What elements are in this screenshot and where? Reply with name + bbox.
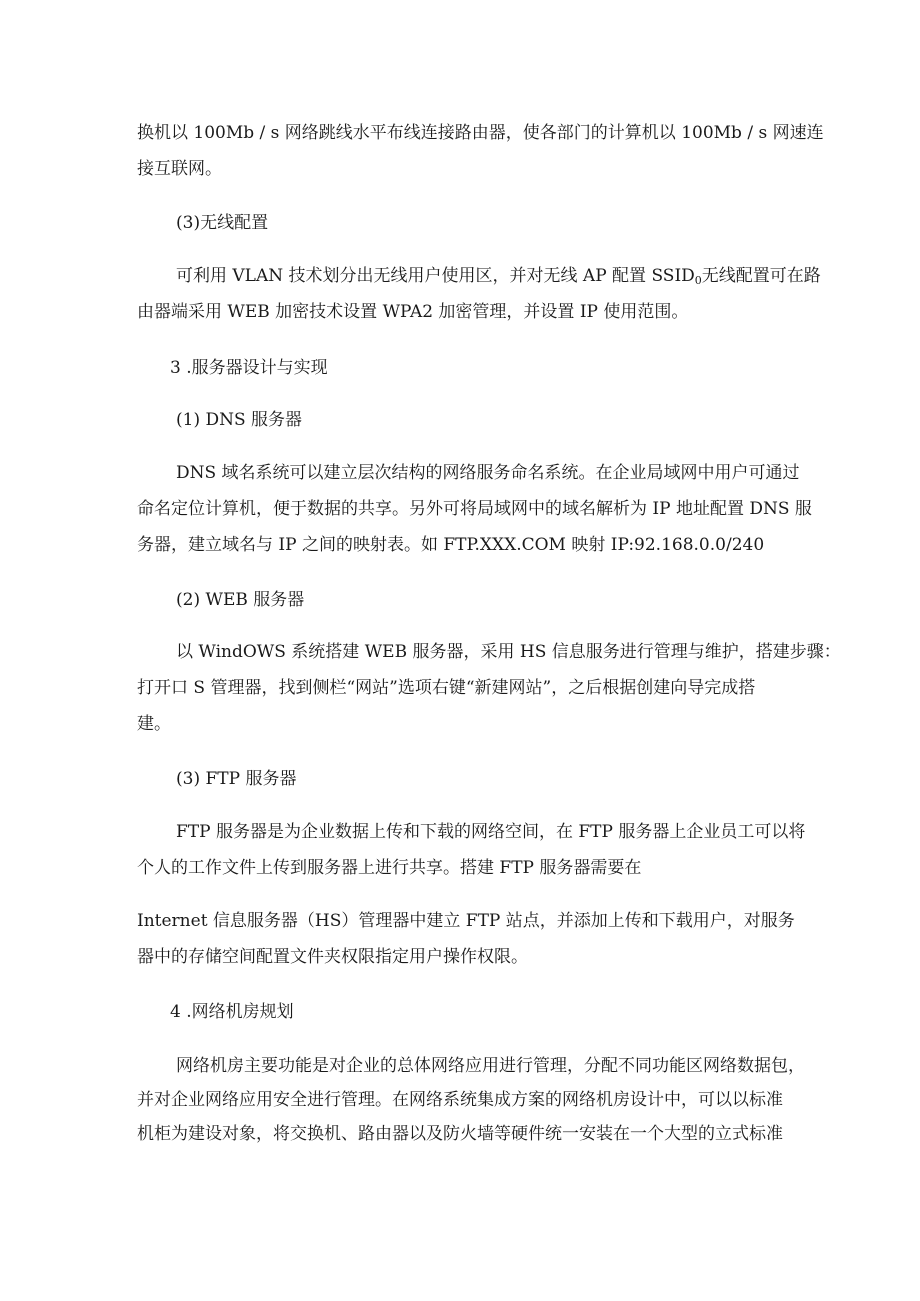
text-line	[137, 258, 821, 294]
text-line: 打开口 S 管理器，找到侧栏“网站”选项右键“新建网站”，之后根据创建向导完成搭	[137, 678, 756, 698]
text-fragment: 可利用 VLAN 技术划分出无线用户使用区，并对无线 AP 配置 SSID	[176, 266, 695, 286]
paragraph-switch-cabling	[137, 115, 824, 187]
paragraph-web	[137, 634, 841, 742]
text-line: 器中的存储空间配置文件夹权限指定用户操作权限。	[137, 947, 528, 967]
heading-server-design: 3 .服务器设计与实现	[170, 358, 328, 378]
text-line: 并对企业网络应用安全进行管理。在网络系统集成方案的网络机房设计中，可以以标准	[137, 1090, 783, 1110]
subscript-digit: 0	[694, 274, 702, 287]
text-line: 命名定位计算机，便于数据的共享。另外可将局域网中的域名解析为 IP 地址配置 DNS 服	[137, 499, 812, 519]
text-line: DNS 域名系统可以建立层次结构的网络服务命名系统。在企业局域网中用户可通过	[176, 463, 800, 483]
text-line: 换机以 100Mb / s 网络跳线水平布线连接路由器，使各部门的计算机以 100Mb / s 网速连	[137, 123, 824, 143]
text-line: Internet 信息服务器（HS）管理器中建立 FTP 站点，并添加上传和下载用户，对服务	[137, 911, 795, 931]
paragraph-dns	[137, 455, 812, 563]
paragraph-ftp-continued	[137, 903, 795, 975]
text-line: FTP 服务器是为企业数据上传和下载的网络空间，在 FTP 服务器上企业员工可以将	[176, 822, 806, 842]
text-line: 以 WindOWS 系统搭建 WEB 服务器，采用 HS 信息服务进行管理与维护，搭建步骤：	[176, 642, 841, 662]
heading-ftp-server: (3) FTP 服务器	[176, 769, 297, 789]
text-fragment: 无线配置可在路	[701, 266, 821, 286]
text-line: 个人的工作文件上传到服务器上进行共享。搭建 FTP 服务器需要在	[137, 858, 642, 878]
paragraph-network-room	[137, 1049, 805, 1151]
text-line: 务器，建立域名与 IP 之间的映射表。如 FTP.XXX.COM 映射 IP:92.168.0.0/240	[137, 535, 765, 555]
text-line: 网络机房主要功能是对企业的总体网络应用进行管理，分配不同功能区网络数据包，	[176, 1056, 805, 1076]
text-line: 接互联网。	[137, 159, 222, 179]
heading-network-room: 4 .网络机房规划	[170, 1002, 294, 1022]
heading-wireless-config: (3)无线配置	[176, 213, 269, 233]
paragraph-ftp	[137, 814, 805, 886]
text-line: 由器端采用 WEB 加密技术设置 WPA2 加密管理，并设置 IP 使用范围。	[137, 302, 689, 322]
paragraph-wireless	[137, 258, 821, 330]
heading-web-server: (2) WEB 服务器	[176, 590, 305, 610]
text-line: 建。	[137, 714, 171, 734]
heading-dns-server: (1) DNS 服务器	[176, 410, 303, 430]
text-line: 机柜为建设对象，将交换机、路由器以及防火墙等硬件统一安装在一个大型的立式标准	[137, 1124, 783, 1144]
